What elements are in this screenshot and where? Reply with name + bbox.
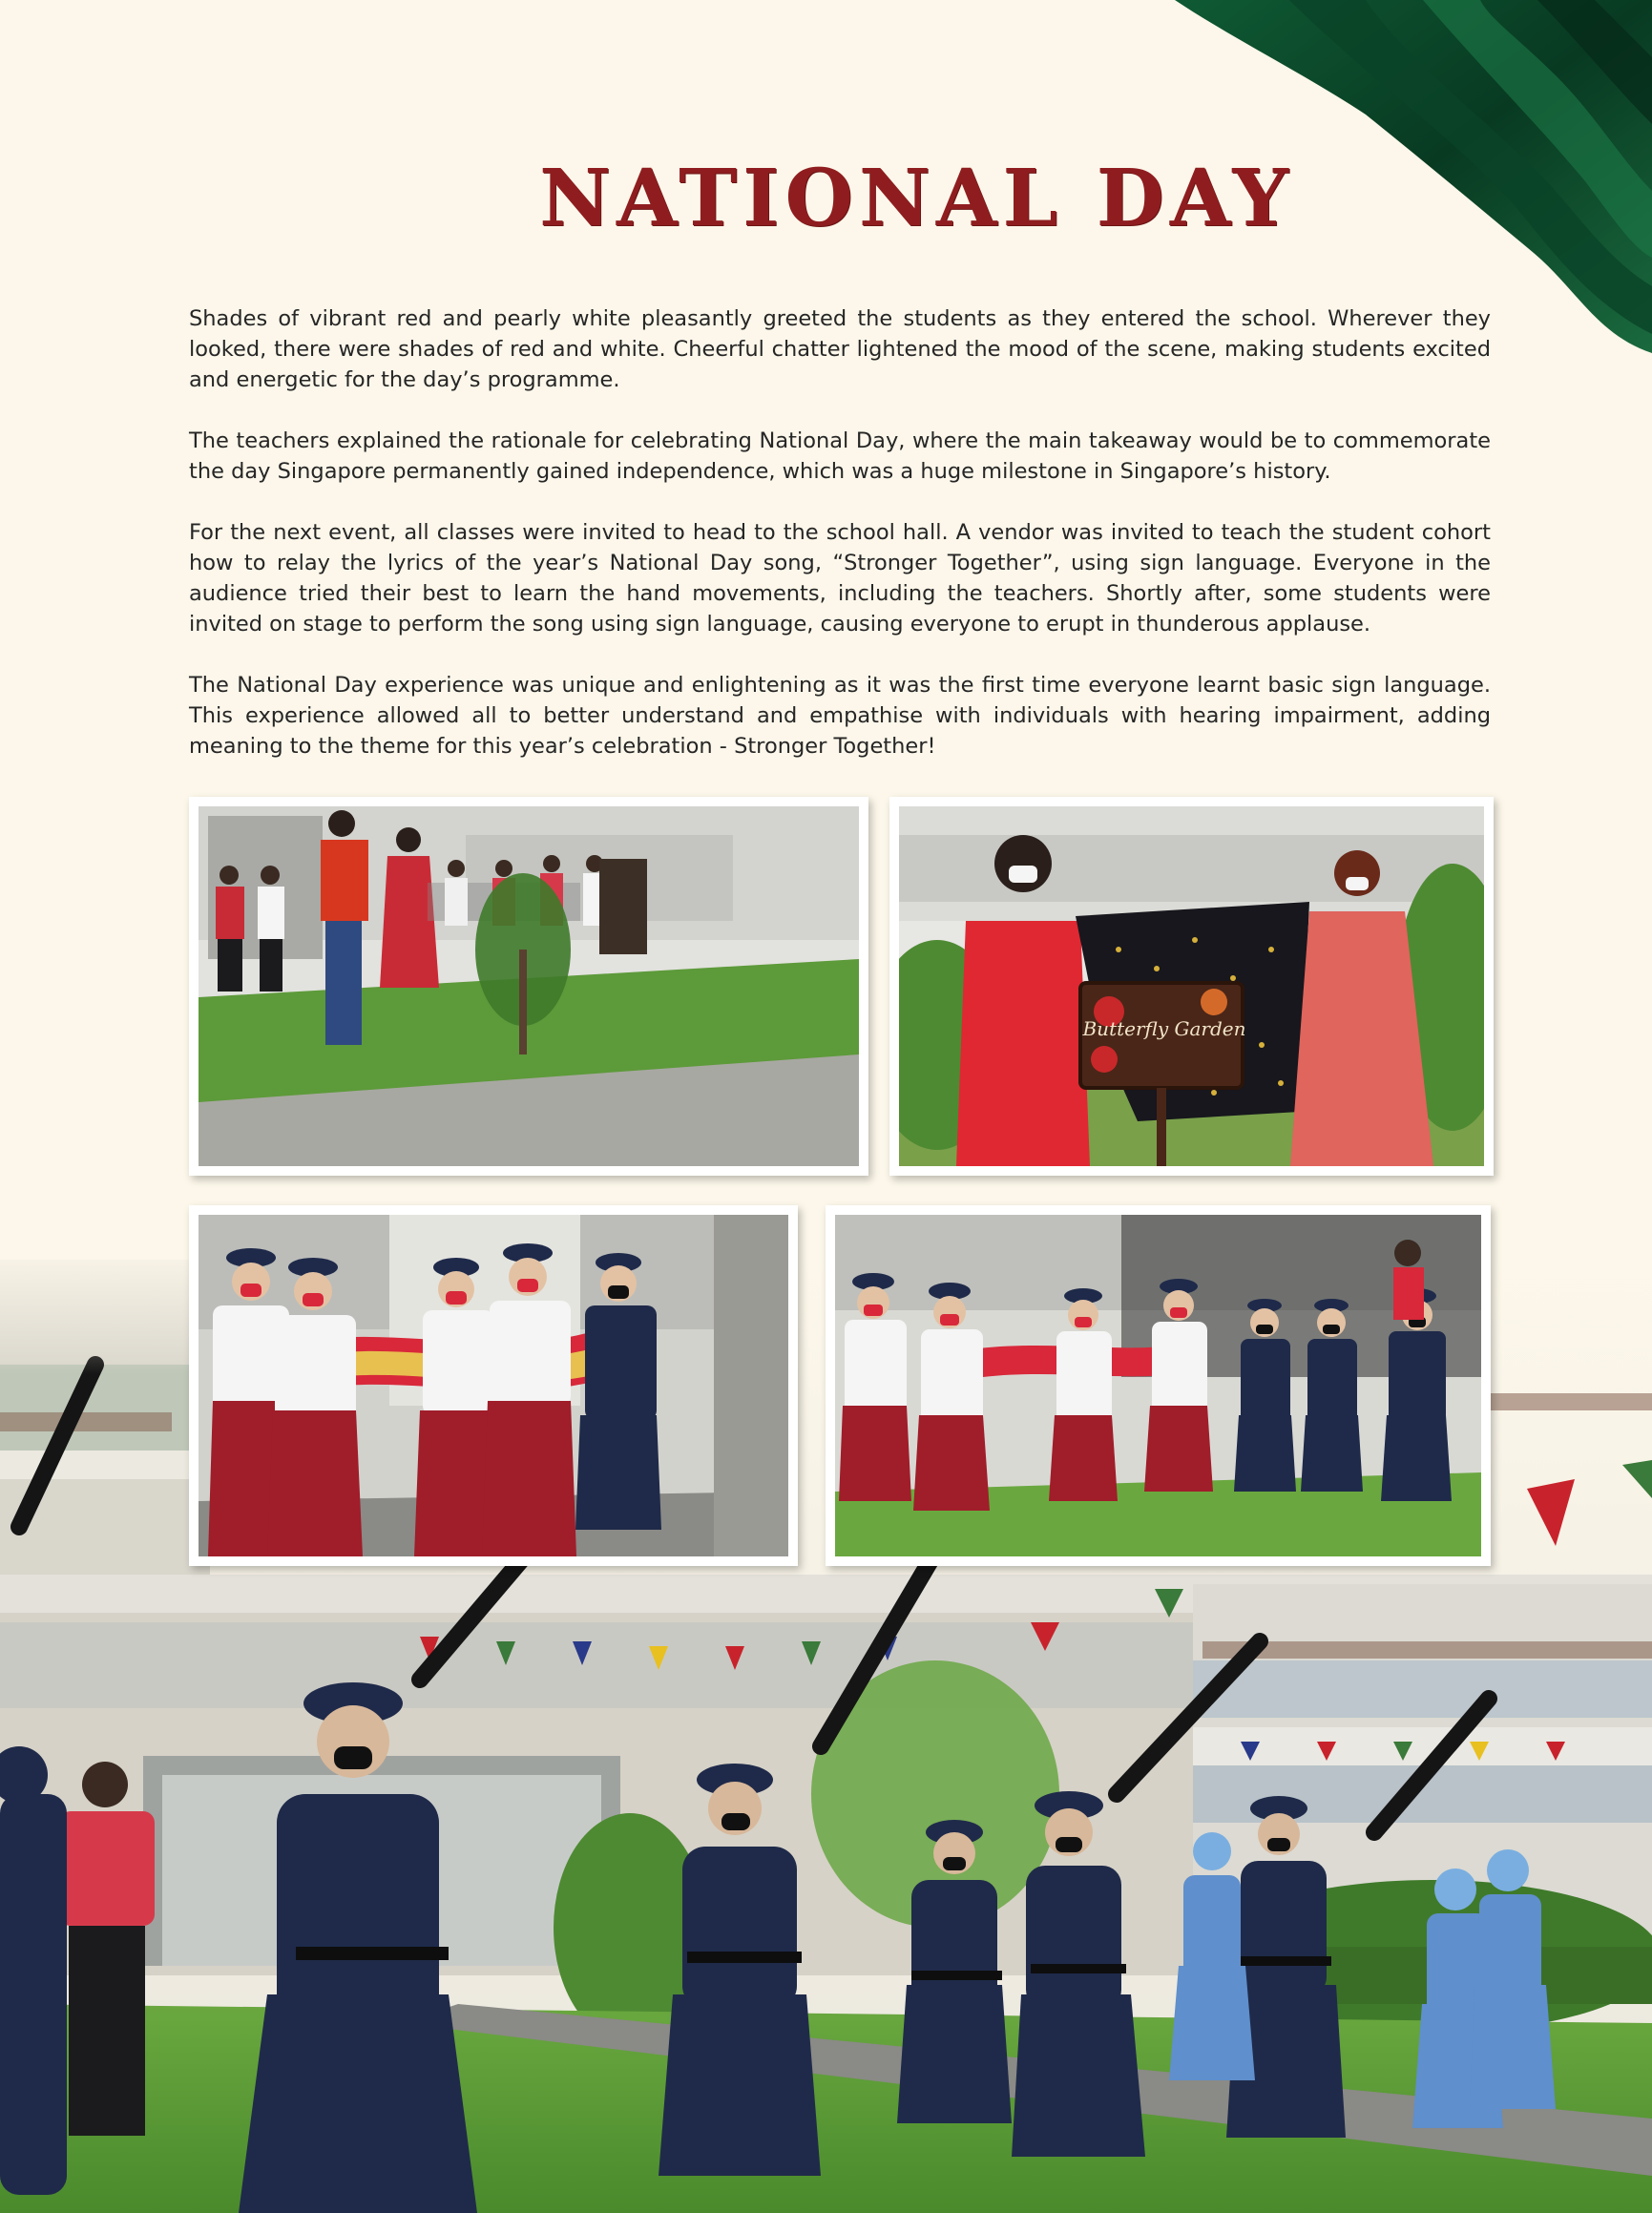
paragraph: The teachers explained the rationale for celebrating National Day, where the main takeaway would be to commemorate the day Singapore permanently gained independence, which was a huge milestone in Singapore’s history.	[189, 428, 1491, 484]
photo-march-procession	[826, 1205, 1491, 1566]
butterfly-garden-sign: Butterfly Garden	[1082, 1017, 1246, 1040]
paragraph: For the next event, all classes were invited to head to the school hall. A vendor was invited to teach the student cohort how to relay the lyrics of the year’s National Day song, “Stronger Together”, using sign language. Everyone in the audience tried their best to learn the hand movements, including the teachers. Shortly after, some students were invited on stage to perform the song using sign language, causing everyone to erupt in thunderous applause.	[189, 520, 1491, 637]
photo-flag-carriers	[189, 1205, 798, 1566]
article-body	[189, 303, 1491, 792]
paragraph: The National Day experience was unique and enlightening as it was the first time everyone learnt basic sign language. This experience allowed all to better understand and empathise with individuals with hearing impairment, adding meaning to the theme for this year’s celebration - Stronger Together!	[189, 673, 1491, 759]
photo-butterfly-garden-unveiling	[889, 797, 1494, 1176]
paragraph: Shades of vibrant red and pearly white pleasantly greeted the students as they entered the school. Wherever they looked, there were shades of red and white. Cheerful chatter lightened the mood of the scene, making students excited and energetic for the day’s programme.	[189, 306, 1491, 392]
page-title: NATIONAL DAY	[539, 153, 1294, 244]
photo-garden-teachers	[189, 797, 868, 1176]
